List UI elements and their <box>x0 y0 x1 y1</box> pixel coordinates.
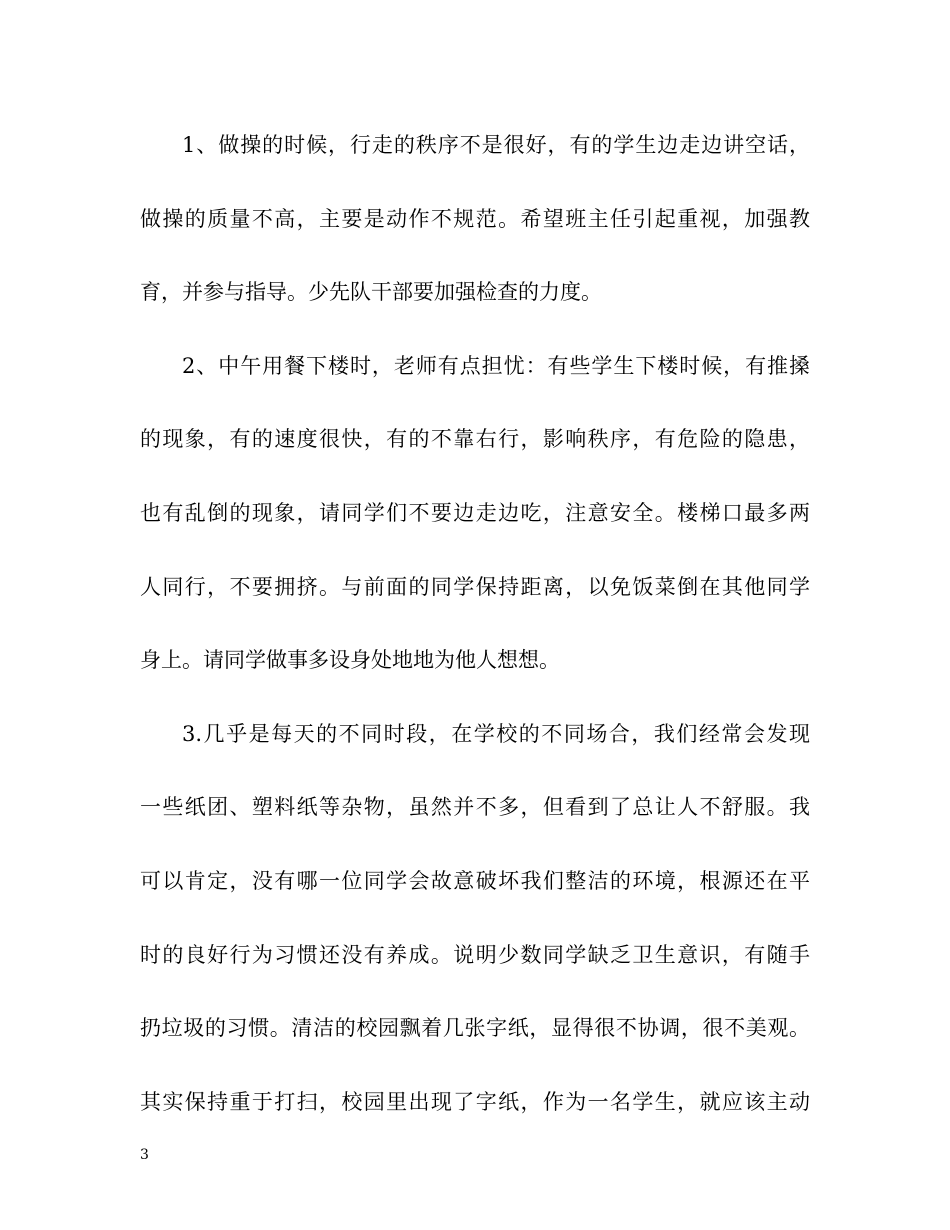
paragraph-2-line-4: 人同行，不要拥挤。与前面的同学保持距离，以免饭菜倒在其他同学 <box>140 574 810 599</box>
paragraph-3-line-5: 扔垃圾的习惯。清洁的校园飘着几张字纸，显得很不协调，很不美观。 <box>140 1016 810 1041</box>
body-text <box>140 125 810 1155</box>
paragraph-3-line-2: 一些纸团、塑料纸等杂物，虽然并不多，但看到了总让人不舒服。我 <box>140 795 810 820</box>
paragraph-2-line-2: 的现象，有的速度很快，有的不靠右行，影响秩序，有危险的隐患， <box>140 427 810 452</box>
paragraph-1-line-2: 做操的质量不高，主要是动作不规范。希望班主任引起重视，加强教 <box>140 206 810 231</box>
paragraph-2-line-3: 也有乱倒的现象，请同学们不要边走边吃，注意安全。楼梯口最多两 <box>140 500 810 525</box>
paragraph-3-line-4: 时的良好行为习惯还没有养成。说明少数同学缺乏卫生意识，有随手 <box>140 942 810 967</box>
paragraph-2-line-1: 2、中午用餐下楼时，老师有点担忧：有些学生下楼时候，有推搡 <box>182 353 810 378</box>
paragraph-3-line-6: 其实保持重于打扫，校园里出现了字纸，作为一名学生，就应该主动 <box>140 1089 810 1114</box>
paragraph-3-line-1: 3.几乎是每天的不同时段，在学校的不同场合，我们经常会发现 <box>182 721 810 746</box>
paragraph-2-line-5: 身上。请同学做事多设身处地地为他人想想。 <box>140 648 560 673</box>
paragraph-1-line-1: 1、做操的时候，行走的秩序不是很好，有的学生边走边讲空话， <box>182 133 810 157</box>
page-number: 3 <box>140 1147 149 1163</box>
paragraph-1-line-3: 育，并参与指导。少先队干部要加强检查的力度。 <box>140 280 602 305</box>
paragraph-3-line-3: 可以肯定，没有哪一位同学会故意破坏我们整洁的环境，根源还在平 <box>140 868 810 893</box>
